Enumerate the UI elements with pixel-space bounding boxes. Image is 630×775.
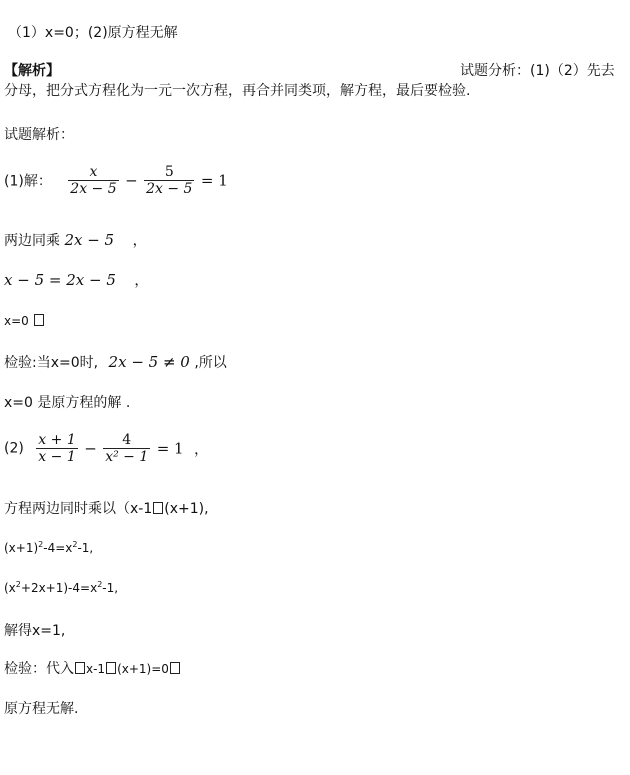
analysis-label: 试题分析： bbox=[460, 63, 530, 79]
analysis-line-2 bbox=[4, 80, 470, 100]
placeholder-box bbox=[170, 662, 180, 674]
section-label: 【解析】 bbox=[4, 63, 60, 79]
answer-line bbox=[8, 22, 178, 42]
part1-conclusion-text: x=0 是原方程的解 . bbox=[4, 395, 131, 411]
solution-label: 试题解析： bbox=[4, 127, 74, 143]
part1-intro: (1)解： bbox=[4, 173, 52, 190]
part1-step3-text: x=0 bbox=[4, 314, 29, 328]
part1-step3 bbox=[4, 314, 45, 328]
analysis-text-2: 分母，把分式方程化为一元一次方程，再合并同类项，解方程，最后要检验. bbox=[4, 83, 471, 99]
analysis-text-1: (1)（2）先去 bbox=[530, 63, 615, 79]
part2-step1-text: 方程两边同时乘以（x-1 bbox=[4, 501, 153, 517]
part2-frac2-num: 4 bbox=[122, 432, 132, 448]
placeholder-box bbox=[153, 502, 163, 514]
part2-frac2-den: x² − 1 bbox=[105, 449, 149, 465]
part2-final bbox=[4, 698, 78, 718]
part1-step2-tail: ， bbox=[134, 273, 149, 289]
part1-frac1-num: x bbox=[89, 164, 98, 180]
part1-fraction-2 bbox=[144, 164, 194, 197]
part2-step2-a: (x+1) bbox=[4, 541, 39, 555]
placeholder-box bbox=[106, 662, 116, 674]
part2-rhs: = 1 bbox=[156, 439, 184, 458]
part1-step1 bbox=[4, 230, 147, 250]
part2-check-b: x-1 bbox=[86, 662, 106, 676]
part2-step2-c: -1, bbox=[77, 541, 94, 555]
part2-step3 bbox=[4, 580, 118, 595]
part2-fraction-2 bbox=[103, 432, 150, 465]
part2-frac1-den: x − 1 bbox=[38, 449, 76, 465]
part1-step1-text: 两边同乘 bbox=[4, 233, 60, 249]
part2-step4 bbox=[4, 620, 65, 640]
placeholder-box bbox=[75, 662, 85, 674]
part2-check-c: (x+1)=0 bbox=[117, 662, 169, 676]
part2-step2-b: -4=x bbox=[43, 541, 73, 555]
part1-conclusion bbox=[4, 392, 130, 412]
part1-frac2-num: 5 bbox=[164, 164, 174, 180]
part1-step1-math: 2x − 5 bbox=[64, 231, 115, 249]
part2-step3-sup1: 2 bbox=[15, 580, 21, 589]
part2-step2-sup2: 2 bbox=[72, 540, 78, 549]
part1-frac2-den: 2x − 5 bbox=[146, 181, 193, 197]
part2-step1-text2: (x+1), bbox=[164, 501, 209, 517]
part1-frac1-den: 2x − 5 bbox=[70, 181, 117, 197]
solution-label-line bbox=[4, 124, 74, 144]
part1-rhs: = 1 bbox=[200, 171, 228, 190]
analysis-header bbox=[4, 60, 60, 80]
part2-tail: ， bbox=[194, 441, 209, 458]
part1-fraction-1 bbox=[68, 164, 118, 197]
part2-check-a: 检验：代入 bbox=[4, 661, 74, 677]
part2-step4-text: 解得x=1, bbox=[4, 623, 66, 639]
part1-check bbox=[4, 352, 227, 372]
answer-text: （1）x=0；(2)原方程无解 bbox=[8, 25, 178, 41]
part1-check-text: 检验:当x=0时, bbox=[4, 355, 99, 371]
part2-minus: − bbox=[84, 439, 97, 458]
part1-step1-tail: ， bbox=[132, 233, 147, 249]
part2-step3-sup2: 2 bbox=[97, 580, 103, 589]
part2-final-text: 原方程无解. bbox=[4, 701, 79, 717]
part2-step1 bbox=[4, 498, 209, 518]
part2-step2-sup1: 2 bbox=[38, 540, 44, 549]
part2-step2 bbox=[4, 540, 93, 555]
part1-equation bbox=[4, 164, 228, 197]
part1-check-tail: ,所以 bbox=[194, 355, 227, 371]
part2-frac1-num: x + 1 bbox=[38, 432, 76, 448]
part2-intro: (2) bbox=[4, 440, 24, 457]
analysis-label-line bbox=[460, 60, 615, 80]
part2-step3-b: +2x+1)-4=x bbox=[20, 581, 98, 595]
part1-check-math: 2x − 5 ≠ 0 bbox=[108, 353, 190, 371]
part1-minus: − bbox=[125, 171, 138, 190]
part1-step2-math: x − 5 = 2x − 5 bbox=[4, 271, 116, 289]
part2-fraction-1 bbox=[36, 432, 77, 465]
part2-step3-a: (x bbox=[4, 581, 16, 595]
part2-equation bbox=[4, 432, 208, 465]
part2-step3-c: -1, bbox=[102, 581, 119, 595]
placeholder-box bbox=[34, 314, 44, 326]
part2-check bbox=[4, 658, 181, 678]
part1-step2 bbox=[4, 270, 148, 290]
